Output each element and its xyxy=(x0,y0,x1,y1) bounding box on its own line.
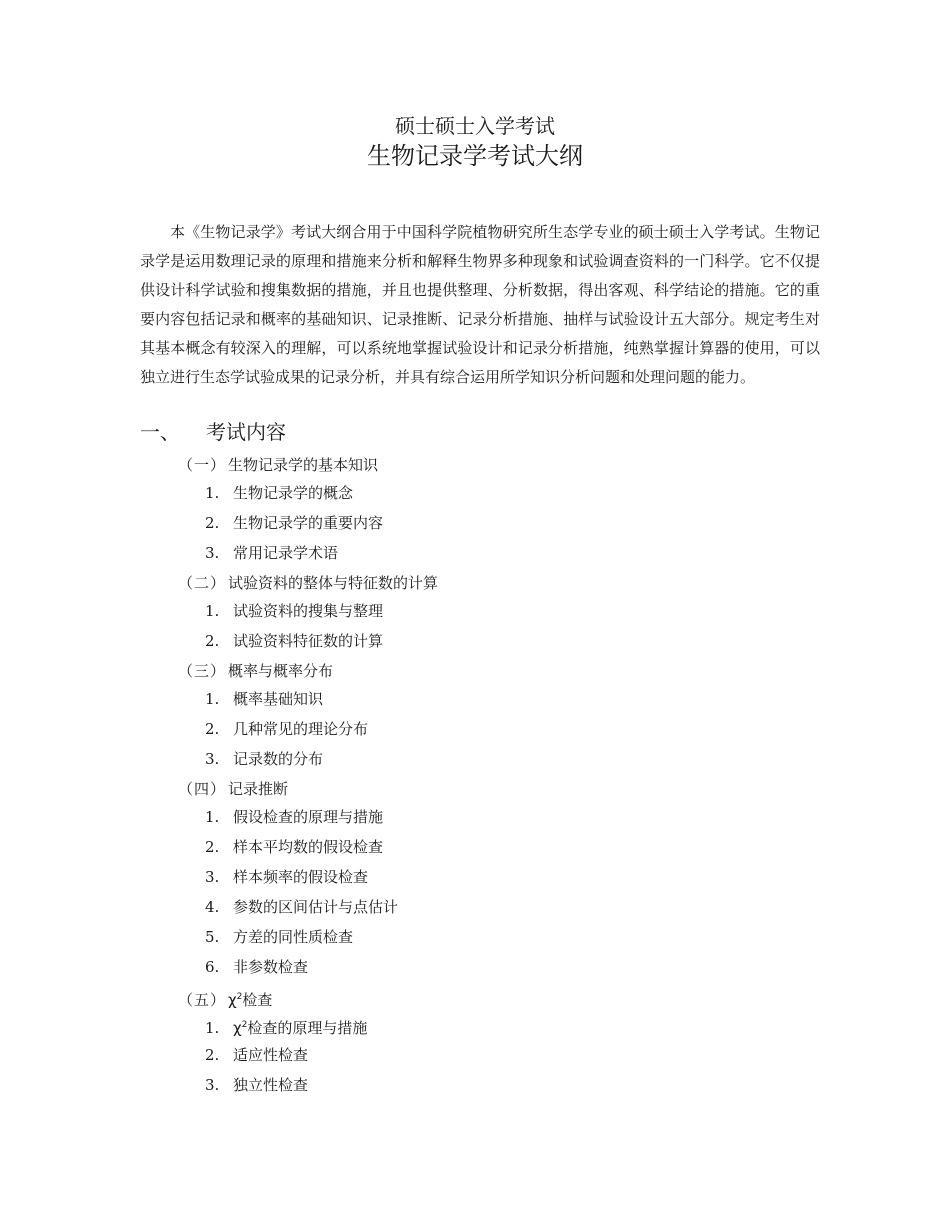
item-text: 独立性检查 xyxy=(233,1076,309,1094)
item-text: 生物记录学的重要内容 xyxy=(233,514,384,532)
title-block xyxy=(0,112,950,172)
list-item xyxy=(205,1072,308,1098)
item-text: 假设检查的原理与措施 xyxy=(233,808,384,826)
list-item xyxy=(205,1042,308,1068)
item-number: 1. xyxy=(205,1019,220,1037)
list-item xyxy=(205,954,308,980)
item-number: 1. xyxy=(205,484,220,502)
item-text: 适应性检查 xyxy=(233,1046,309,1064)
item-text: 样本平均数的假设检查 xyxy=(233,838,384,856)
item-text: 方差的同性质检查 xyxy=(233,928,354,946)
subsection-title: 记录推断 xyxy=(228,780,289,798)
chi-square-symbol: $\chi^2$ xyxy=(233,1019,248,1037)
list-item xyxy=(205,1012,367,1038)
item-number: 3. xyxy=(205,750,220,768)
subsection-heading xyxy=(178,452,378,478)
item-text: 检查的原理与措施 xyxy=(247,1019,368,1037)
list-item xyxy=(205,864,368,890)
item-number: 2. xyxy=(205,838,220,856)
list-item xyxy=(205,540,338,566)
subsection-title: 检查 xyxy=(242,991,273,1009)
item-number: 2. xyxy=(205,514,220,532)
chi-square-symbol: $\chi^2$ xyxy=(228,991,243,1009)
list-item xyxy=(205,746,323,772)
item-number: 6. xyxy=(205,958,220,976)
item-number: 2. xyxy=(205,632,220,650)
item-text: 非参数检查 xyxy=(233,958,309,976)
item-text: 样本频率的假设检查 xyxy=(233,868,369,886)
item-number: 2. xyxy=(205,720,220,738)
subsection-heading xyxy=(178,776,288,802)
subsection-heading xyxy=(178,984,272,1010)
section-number: 一、 xyxy=(140,420,180,444)
list-item xyxy=(205,480,353,506)
subsection-title: 试验资料的整体与特征数的计算 xyxy=(228,574,439,592)
subsection-number: （四） xyxy=(178,780,227,798)
subsection-heading xyxy=(178,658,333,684)
item-number: 1. xyxy=(205,808,220,826)
item-number: 3. xyxy=(205,544,220,562)
item-text: 几种常见的理论分布 xyxy=(233,720,369,738)
item-text: 记录数的分布 xyxy=(233,750,324,768)
subsection-number: （一） xyxy=(178,456,227,474)
document-subtitle: 硕士硕士入学考试 xyxy=(395,114,555,138)
subsection-heading xyxy=(178,570,438,596)
item-number: 5. xyxy=(205,928,220,946)
list-item xyxy=(205,686,323,712)
item-text: 常用记录学术语 xyxy=(233,544,339,562)
list-item xyxy=(205,598,383,624)
intro-paragraph: 本《生物记录学》考试大纲合用于中国科学院植物研究所生态学专业的硕士硕士入学考试。生物记录学是运用数理记录的原理和措施来分析和解释生物界多种现象和试验调查资料的一门科学。它不仅提供设计科学试验和搜集数据的措施，并且也提供整理、分析数据，得出客观、科学结论的措施。它的重要内容包括记录和概率的基础知识、记录推断、记录分析措施、抽样与试验设计五大部分。规定考生对其基本概念有较深入的理解，可以系统地掌握试验设计和记录分析措施，纯熟掌握计算器的使用，可以独立进行生态学试验成果的记录分析，并具有综合运用所学知识分析问题和处理问题的能力。 xyxy=(140,223,820,386)
item-number: 1. xyxy=(205,690,220,708)
item-number: 3. xyxy=(205,1076,220,1094)
item-number: 3. xyxy=(205,868,220,886)
list-item xyxy=(205,834,383,860)
list-item xyxy=(205,716,368,742)
subsection-number: （二） xyxy=(178,574,227,592)
item-text: 参数的区间估计与点估计 xyxy=(233,898,399,916)
item-text: 试验资料特征数的计算 xyxy=(233,632,384,650)
subsection-number: （五） xyxy=(178,991,227,1009)
list-item xyxy=(205,628,383,654)
list-item xyxy=(205,510,383,536)
item-text: 生物记录学的概念 xyxy=(233,484,354,502)
item-number: 1. xyxy=(205,602,220,620)
item-text: 概率基础知识 xyxy=(233,690,324,708)
list-item xyxy=(205,894,398,920)
item-text: 试验资料的搜集与整理 xyxy=(233,602,384,620)
document-title: 生物记录学考试大纲 xyxy=(367,142,583,170)
section-heading xyxy=(140,418,286,446)
item-number: 2. xyxy=(205,1046,220,1064)
subsection-title: 概率与概率分布 xyxy=(228,662,334,680)
subsection-number: （三） xyxy=(178,662,227,680)
subsection-title: 生物记录学的基本知识 xyxy=(228,456,379,474)
item-number: 4. xyxy=(205,898,220,916)
list-item xyxy=(205,804,383,830)
list-item xyxy=(205,924,353,950)
section-title: 考试内容 xyxy=(206,420,286,444)
